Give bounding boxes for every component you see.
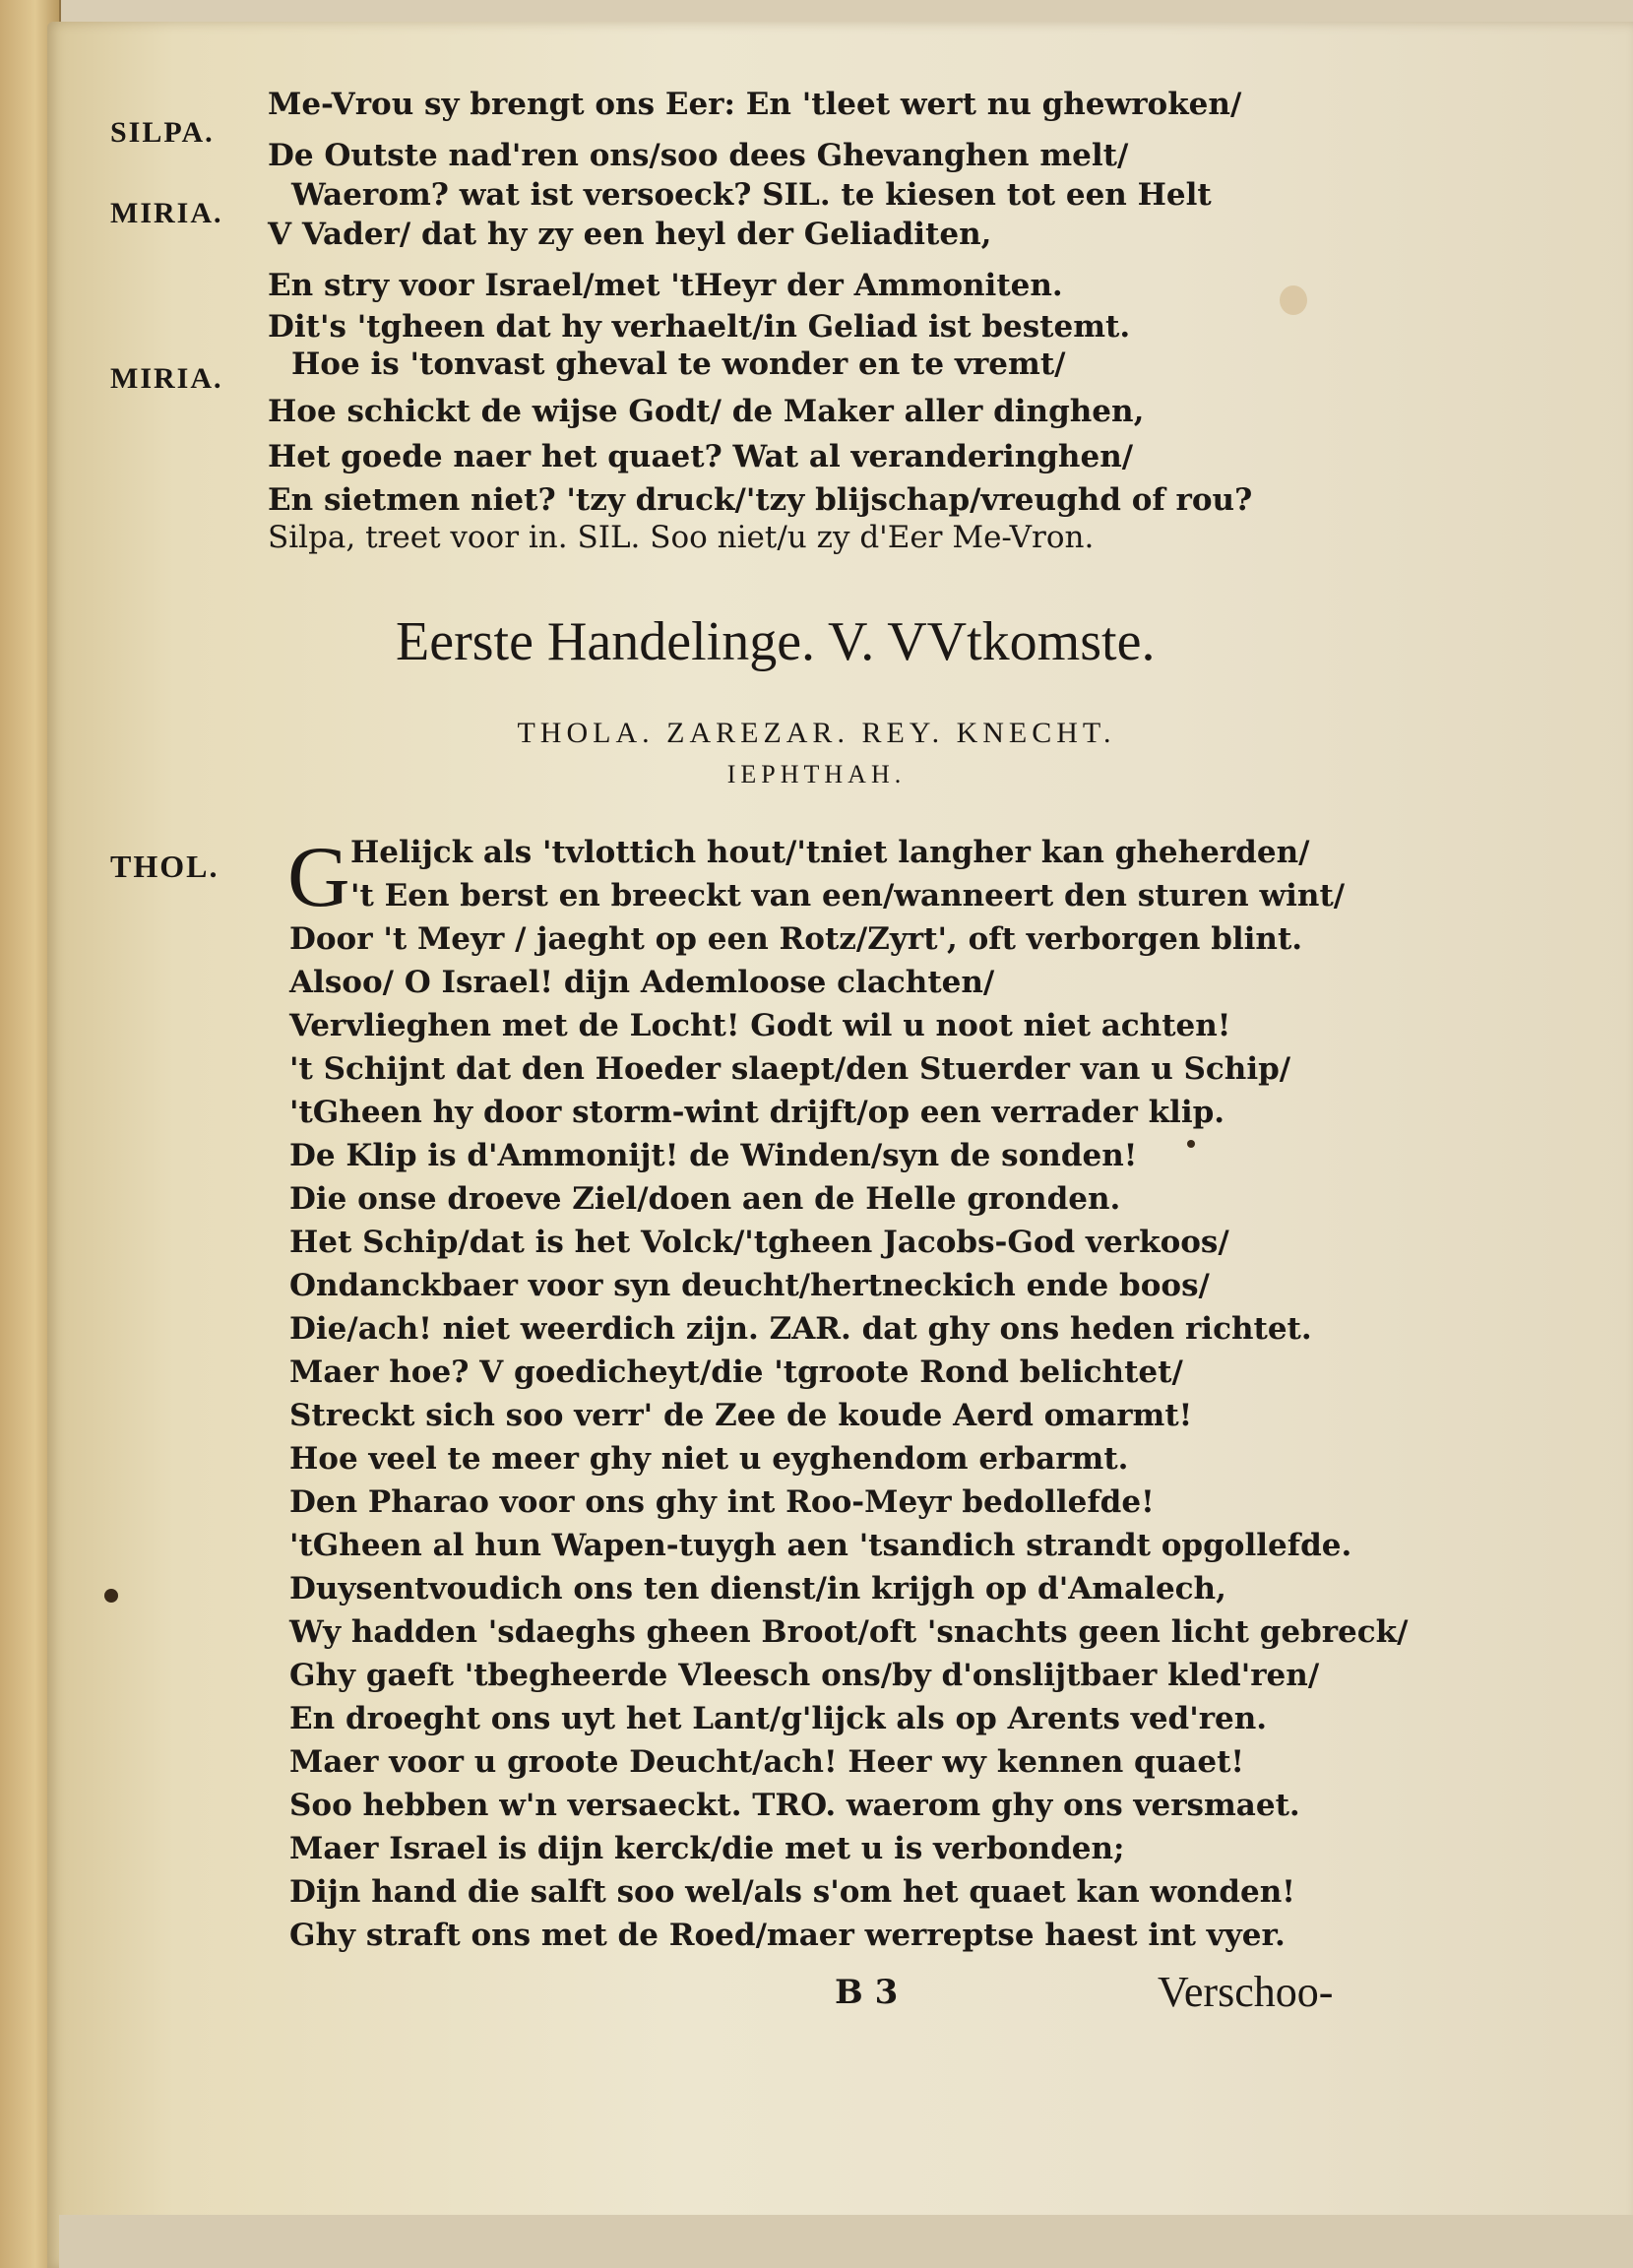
verse-line: Vervlieghen met de Locht! Godt wil u noot niet achten! (289, 1008, 1231, 1043)
cast-list: IEPHTHAH. (726, 760, 907, 788)
verse-line: 'tGheen al hun Wapen-tuygh aen 'tsandich strandt opgollefde. (289, 1528, 1352, 1563)
verse-line: Ghy gaeft 'tbegheerde Vleesch ons/by d'onslijtbaer kled'ren/ (289, 1658, 1320, 1693)
drop-capital: G (287, 830, 350, 925)
cast-list: THOLA. ZAREZAR. REY. KNECHT. (517, 717, 1116, 749)
verse-line: Maer voor u groote Deucht/ach! Heer wy kennen quaet! (289, 1744, 1245, 1780)
verse-line: De Klip is d'Ammonijt! de Winden/syn de sonden! (289, 1138, 1138, 1173)
verse-line: De Outste nad'ren ons/soo dees Ghevanghen melt/ (268, 138, 1129, 173)
verse-line: Alsoo/ O Israel! dijn Ademloose clachten/ (289, 965, 995, 1000)
verse-line: En sietmen niet? 'tzy druck/'tzy blijschap/vreughd of rou? (268, 482, 1253, 518)
verse-line: Het Schip/dat is het Volck/'tgheen Jacobs-God verkoos/ (289, 1225, 1229, 1260)
verse-line: V Vader/ dat hy zy een heyl der Geliaditen, (268, 217, 992, 252)
ink-spot (104, 1589, 118, 1603)
verse-line: Hoe veel te meer ghy niet u eyghendom erbarmt. (289, 1441, 1129, 1477)
verse-line: Maer Israel is dijn kerck/die met u is verbonden; (289, 1831, 1125, 1866)
verse-line: Waerom? wat ist versoeck? SIL. te kiesen tot een Helt (291, 177, 1212, 213)
ink-spot (1187, 1140, 1195, 1148)
speaker-miria: MIRIA. (110, 197, 223, 229)
speaker-thola: THOL. (110, 849, 220, 884)
speaker-miria: MIRIA. (110, 362, 223, 395)
verse-line: Hoe is 'tonvast gheval te wonder en te vremt/ (291, 346, 1066, 382)
verse-line: Het goede naer het quaet? Wat al veranderinghen/ (268, 439, 1134, 474)
verse-line: En stry voor Israel/met 'tHeyr der Ammoniten. (268, 268, 1063, 303)
verse-line: Helijck als 'tvlottich hout/'tniet langher kan gheherden/ (350, 835, 1310, 870)
verse-line: 't Een berst en breeckt van een/wanneert den sturen wint/ (350, 878, 1346, 914)
verse-line: Die/ach! niet weerdich zijn. ZAR. dat ghy ons heden richtet. (289, 1311, 1312, 1347)
foxing-stain (1280, 285, 1307, 315)
verse-line: 'tGheen hy door storm-wint drijft/op een verrader klip. (289, 1095, 1225, 1130)
verse-line: En droeght ons uyt het Lant/g'lijck als op Arents ved'ren. (289, 1701, 1268, 1736)
verse-line: Hoe schickt de wijse Godt/ de Maker aller dinghen, (268, 394, 1145, 429)
verse-line: Die onse droeve Ziel/doen aen de Helle gronden. (289, 1181, 1121, 1217)
speaker-silpa: SILPA. (110, 116, 215, 149)
verse-line: Silpa, treet voor in. SIL. Soo niet/u zy d'Eer Me-Vron. (268, 520, 1095, 555)
verse-line: Den Pharao voor ons ghy int Roo-Meyr bedollefde! (289, 1484, 1155, 1520)
section-heading: Eerste Handelinge. V. VVtkomste. (396, 611, 1156, 672)
signature-mark: B 3 (835, 1973, 899, 2012)
verse-line: Ghy straft ons met de Roed/maer werreptse haest int vyer. (289, 1918, 1286, 1953)
verse-line: Wy hadden 'sdaeghs gheen Broot/oft 'snachts geen licht gebreck/ (289, 1614, 1409, 1650)
catchword: Verschoo- (1158, 1968, 1334, 2016)
verse-line: Maer hoe? V goedicheyt/die 'tgroote Rond belichtet/ (289, 1354, 1183, 1390)
verse-line: Soo hebben w'n versaeckt. TRO. waerom ghy ons versmaet. (289, 1788, 1300, 1823)
verse-line: Dijn hand die salft soo wel/als s'om het quaet kan wonden! (289, 1874, 1295, 1910)
verse-line: 't Schijnt dat den Hoeder slaept/den Stuerder van u Schip/ (289, 1051, 1291, 1087)
verse-line: Door 't Meyr / jaeght op een Rotz/Zyrt', oft verborgen blint. (289, 921, 1303, 957)
verse-line: Duysentvoudich ons ten dienst/in krijgh op d'Amalech, (289, 1571, 1226, 1606)
page-bottom-edge (59, 2215, 1633, 2268)
verse-line: Dit's 'tgheen dat hy verhaelt/in Geliad ist bestemt. (268, 309, 1131, 345)
verse-line: Ondanckbaer voor syn deucht/hertneckich ende boos/ (289, 1268, 1210, 1303)
verse-line: Streckt sich soo verr' de Zee de koude Aerd omarmt! (289, 1398, 1193, 1433)
verse-line: Me-Vrou sy brengt ons Eer: En 'tleet wert nu ghewroken/ (268, 87, 1242, 122)
